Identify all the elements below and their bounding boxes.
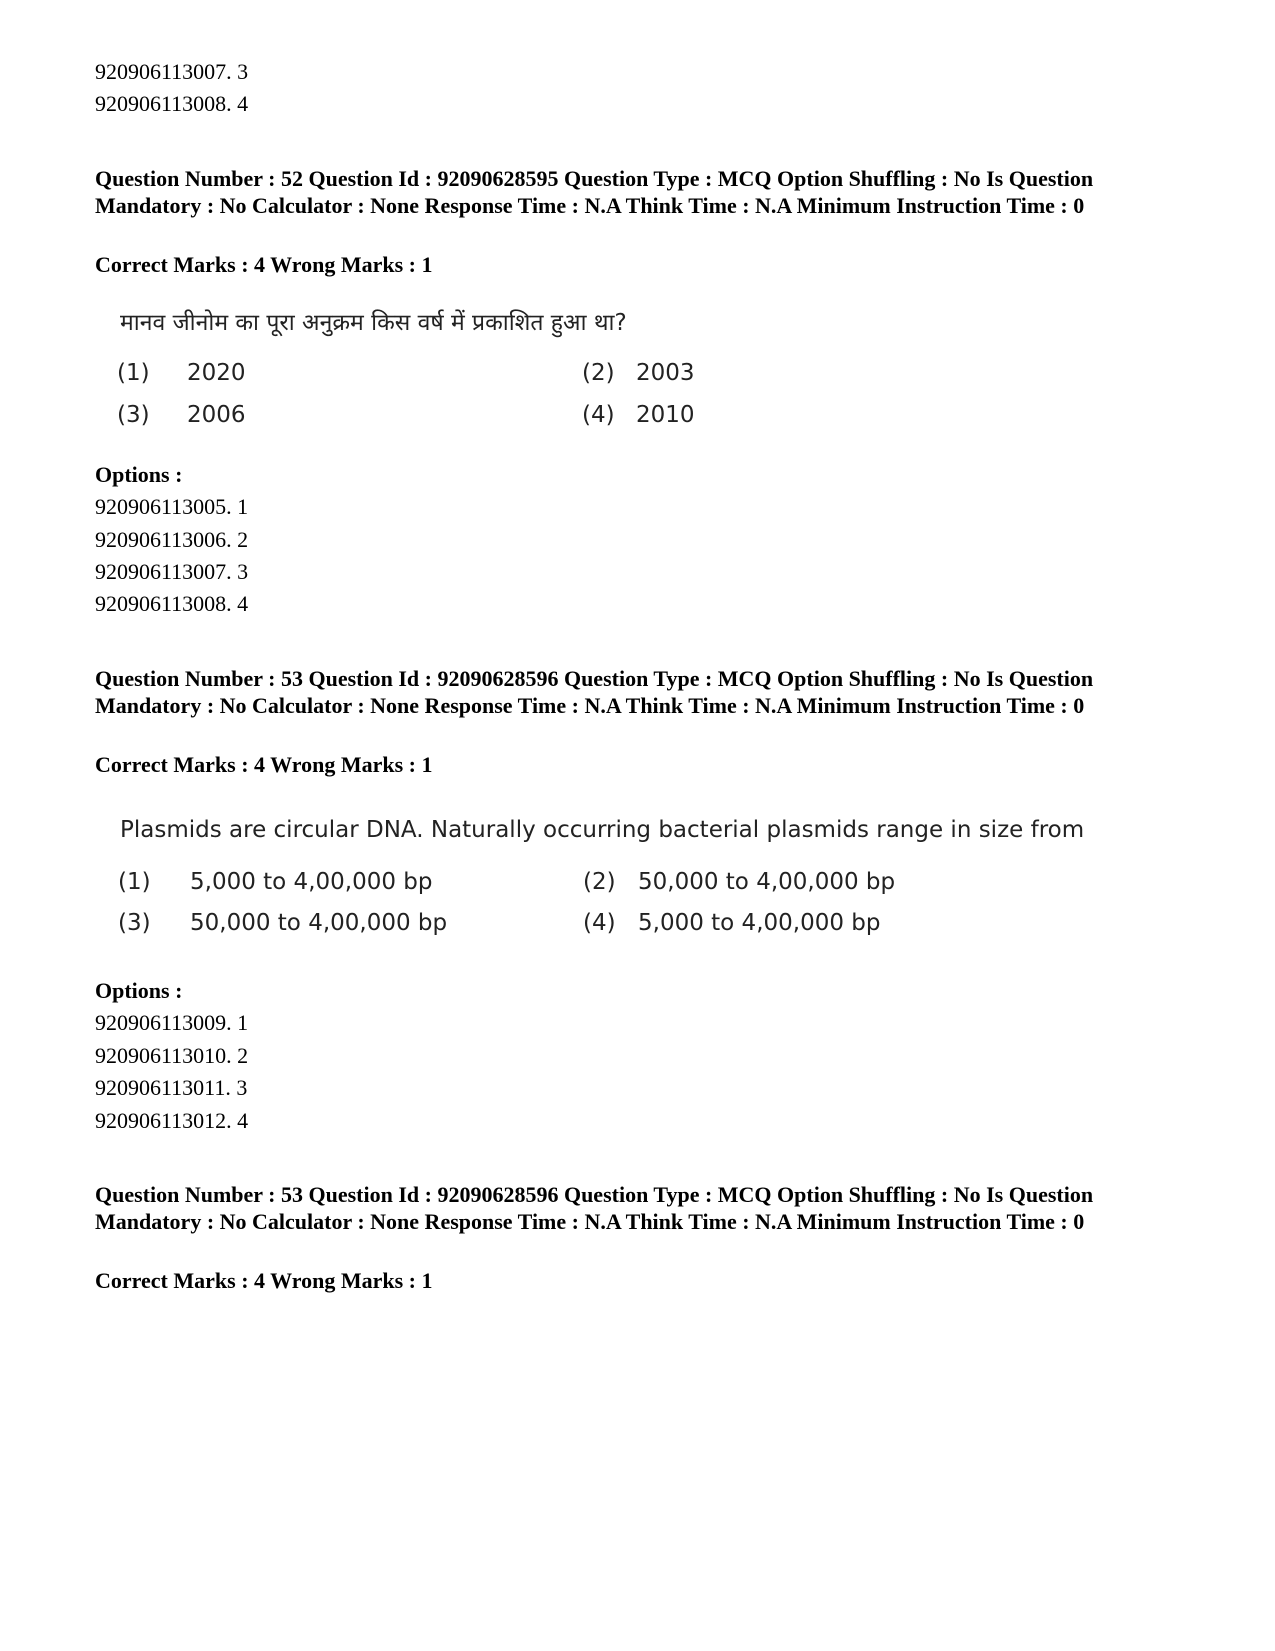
choice-1 <box>117 360 246 386</box>
choice-number: (1) <box>118 869 151 895</box>
option-line: 920906113008. 4 <box>95 91 249 116</box>
choice-3 <box>117 402 246 428</box>
option-line: 920906113007. 3 <box>95 59 249 84</box>
question-marks: Correct Marks : 4 Wrong Marks : 1 <box>95 252 433 277</box>
option-line: 920906113006. 2 <box>95 527 249 552</box>
choice-2 <box>583 869 895 895</box>
question-text: मानव जीनोम का पूरा अनुक्रम किस वर्ष में प्रकाशित हुआ था? <box>120 310 627 336</box>
choice-number: (3) <box>117 402 150 428</box>
choice-text: 2003 <box>636 360 695 386</box>
option-line: 920906113012. 4 <box>95 1108 249 1133</box>
question-meta: Question Number : 52 Question Id : 92090628595 Question Type : MCQ Option Shuffling : No Is Question Mandatory : No Calculator : None Response Time : N.A Think Time : N.A Minimum Instruction Time : 0 <box>95 166 1094 218</box>
choice-text: 2020 <box>187 360 246 386</box>
question-meta: Question Number : 53 Question Id : 92090628596 Question Type : MCQ Option Shuffling : No Is Question Mandatory : No Calculator : None Response Time : N.A Think Time : N.A Minimum Instruction Time : 0 <box>95 666 1094 718</box>
choice-number: (2) <box>582 360 615 386</box>
option-line: 920906113011. 3 <box>95 1075 248 1100</box>
choice-text: 5,000 to 4,00,000 bp <box>190 869 433 895</box>
options-label: Options : <box>95 462 183 487</box>
choice-text: 5,000 to 4,00,000 bp <box>638 910 881 936</box>
choice-number: (1) <box>117 360 150 386</box>
choice-4 <box>582 402 695 428</box>
choice-text: 2010 <box>636 402 695 428</box>
question-marks: Correct Marks : 4 Wrong Marks : 1 <box>95 1268 433 1293</box>
question-text: Plasmids are circular DNA. Naturally occurring bacterial plasmids range in size from <box>120 817 1085 843</box>
choice-1 <box>118 869 433 895</box>
choice-number: (2) <box>583 869 616 895</box>
choice-number: (3) <box>118 910 151 936</box>
choice-text: 50,000 to 4,00,000 bp <box>190 910 448 936</box>
question-meta: Question Number : 53 Question Id : 92090628596 Question Type : MCQ Option Shuffling : No Is Question Mandatory : No Calculator : None Response Time : N.A Think Time : N.A Minimum Instruction Time : 0 <box>95 1182 1094 1234</box>
choice-text: 2006 <box>187 402 246 428</box>
choice-number: (4) <box>583 910 616 936</box>
choice-2 <box>582 360 695 386</box>
choice-text: 50,000 to 4,00,000 bp <box>638 869 896 895</box>
choice-number: (4) <box>582 402 615 428</box>
question-marks: Correct Marks : 4 Wrong Marks : 1 <box>95 752 433 777</box>
choice-3 <box>118 910 447 936</box>
option-line: 920906113005. 1 <box>95 494 249 519</box>
choice-4 <box>583 910 881 936</box>
option-line: 920906113010. 2 <box>95 1043 249 1068</box>
option-line: 920906113009. 1 <box>95 1010 249 1035</box>
option-line: 920906113008. 4 <box>95 591 249 616</box>
options-label: Options : <box>95 978 183 1003</box>
option-line: 920906113007. 3 <box>95 559 249 584</box>
